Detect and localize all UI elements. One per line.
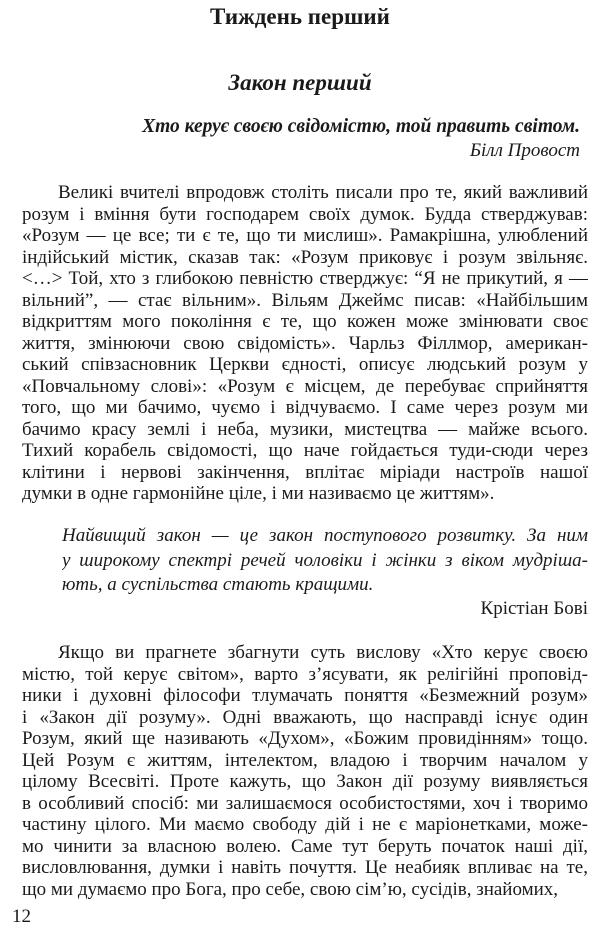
text-line: що ми думаємо про Бога, про себе, свою сім’ю, сусідів, знайомих, <box>22 878 559 900</box>
text-line: «Розум — це все; ти є те, що ти мислиш». Рамакрішна, улюблений <box>22 225 588 246</box>
text-line: Цей Розум є життям, інтелектом, владою і творчим началом у <box>22 749 588 771</box>
paragraph-1 <box>22 182 588 505</box>
text-line: Великі вчителі впродовж століть писали про те, який важливий <box>58 182 588 203</box>
quote-author: Крістіан Бові <box>480 598 588 619</box>
text-line: висловлювання, думки і навіть почуття. Це неабияк впливає на те, <box>22 857 588 878</box>
text-line: думки в одне гармонійне ціле, і ми називаємо це життям». <box>22 483 495 504</box>
text-line: індійський містик, сказав так: «Розум приковує і розум звільняє. <box>22 246 588 268</box>
text-line: Найвищий закон — це закон поступового розвитку. За ним <box>62 525 588 546</box>
text-line: ють, а суспільства стають кращими. <box>62 574 374 595</box>
text-line: ський співзасновник Церкви єдності, описує людський розум у <box>22 354 588 375</box>
text-line: відкриттям мого покоління є те, що кожен може змінювати своє <box>22 311 588 332</box>
text-line: Якщо ви прагнете збагнути суть вислову «Хто керує своєю <box>58 642 588 663</box>
text-line: і «Закон дії розуму». Одні вважають, що насправді існує один <box>22 706 588 728</box>
epigraph-author: Білл Провост <box>469 140 580 161</box>
epigraph-text: Хто керує своєю свідомістю, той править світом. <box>142 116 580 137</box>
chapter-title: Тиждень перший <box>210 4 390 29</box>
text-line: Розум, який ще називають «Духом», «Божим провидінням» тощо. <box>22 728 588 749</box>
text-line: вільний”, — стає вільним». Вільям Джеймс писав: «Найбільшим <box>22 289 588 311</box>
text-line: частину цілого. Ми маємо свободу дій і не є маріонетками, може- <box>22 814 588 835</box>
text-line: містю, той керує світом», варто з’ясувати, як релігійні проповід- <box>22 663 588 685</box>
text-line: Тихий корабель свідомості, що наче гойдається туди-сюди через <box>22 440 588 461</box>
text-line: мо чинити за власною волею. Саме тут беруть початок наші дії, <box>22 835 588 857</box>
text-line: ники і духовні філософи тлумачать поняття «Безмежний розум» <box>22 685 588 706</box>
block-quote <box>62 524 588 598</box>
page-number: 12 <box>12 906 31 927</box>
text-line: в особливий спосіб: ми залишаємося особистостями, хоч і творимо <box>22 792 588 814</box>
text-line: життя, змінюючи свою свідомість». Чарльз Філлмор, американ- <box>22 332 588 354</box>
paragraph-2 <box>22 642 588 900</box>
text-line: «Повчальному слові»: «Розум є місцем, де перебуває сприйняття <box>22 375 588 397</box>
text-line: бачимо красу землі і неба, музики, мистецтва — майже всього. <box>22 418 588 440</box>
text-line: клітини і нервові закінчення, вплітає міріади настроїв нашої <box>22 461 588 483</box>
text-line: того, що ми бачимо, чуємо і відчуваємо. І саме через розум ми <box>22 397 588 418</box>
text-line: у широкому спектрі речей чоловіки і жінки з віком мудріша- <box>62 549 588 571</box>
text-line: цілому Всесвіті. Проте кажуть, що Закон дії розуму виявляється <box>22 771 588 792</box>
text-line: розум і вміння бути господарем своїх думок. Будда стверджував: <box>22 203 588 225</box>
law-title: Закон перший <box>228 70 372 95</box>
text-line: <…> Той, хто з глибокою певністю стверджує: “Я не прикутий, я — <box>22 268 588 289</box>
